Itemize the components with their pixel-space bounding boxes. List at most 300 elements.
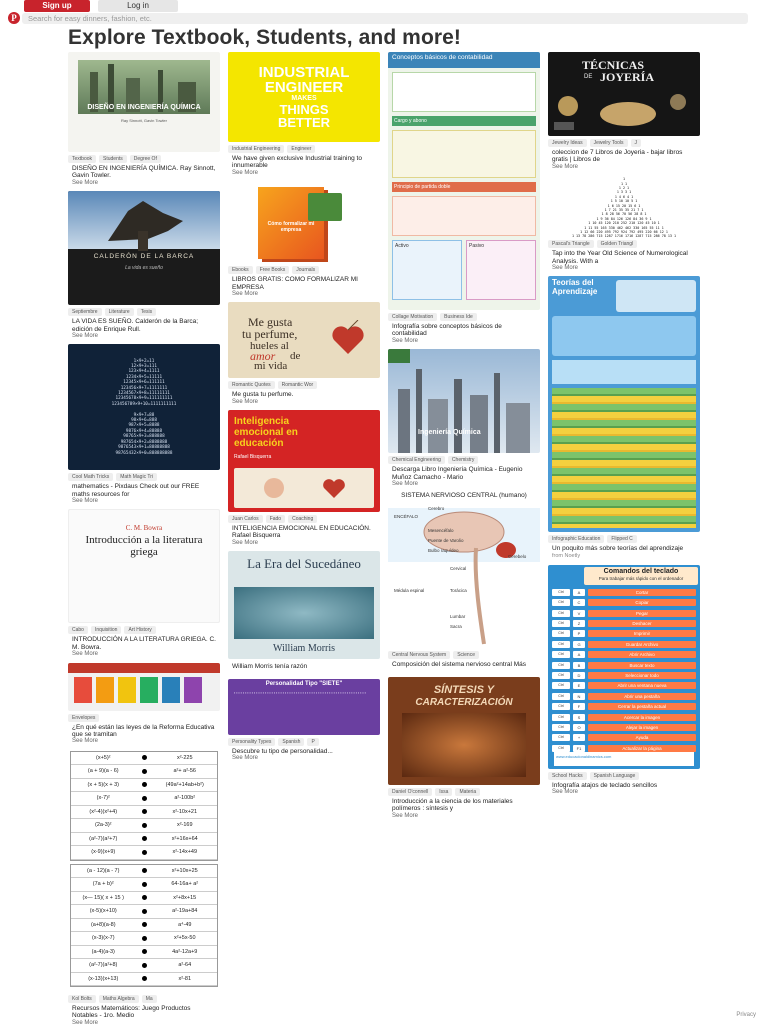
- algebra-expression: (a + 9)(a - 6): [71, 768, 136, 774]
- tag[interactable]: Romantic Wor: [278, 381, 318, 389]
- pin-card[interactable]: [68, 750, 220, 1027]
- match-dot-icon: [142, 963, 147, 968]
- tag[interactable]: Cool Math Tricks: [68, 473, 113, 481]
- tag[interactable]: Septiembre: [68, 308, 102, 316]
- key-icon: P: [573, 630, 585, 637]
- shortcut-label: Alejar la imagen: [588, 724, 696, 731]
- book-title-text: CARACTERIZACIÓN: [388, 697, 540, 708]
- diagram-heading: SISTEMA NERVIOSO CENTRAL (humano): [388, 492, 540, 500]
- pin-tags: [388, 651, 540, 659]
- key-icon: F: [573, 703, 585, 710]
- pascal-triangle-graphic: [548, 175, 700, 237]
- algebra-row: [71, 846, 217, 860]
- diagram-label: Torácica: [450, 588, 467, 593]
- see-more-link[interactable]: See More: [228, 540, 380, 547]
- see-more-link[interactable]: See More: [548, 265, 700, 272]
- signup-button[interactable]: Sign up: [24, 0, 90, 12]
- pin-tags: [228, 381, 380, 389]
- source-text[interactable]: from Noetly: [548, 553, 700, 559]
- pascal-row: 1: [548, 177, 700, 181]
- pin-image[interactable]: [548, 52, 700, 136]
- algebra-result: a²-64: [153, 962, 218, 968]
- shortcut-row: [552, 692, 696, 701]
- tag[interactable]: Flipped C: [607, 535, 636, 543]
- top-bar: [0, 0, 768, 14]
- tag[interactable]: Engineer: [287, 145, 315, 153]
- pin-tags: [388, 788, 540, 796]
- pin-card[interactable]: [548, 276, 700, 558]
- tag[interactable]: Envelopes: [68, 714, 99, 722]
- shortcut-label: Guardar Archivo: [588, 641, 696, 648]
- shortcut-label: Actualizar la página: [588, 745, 696, 752]
- tag[interactable]: Jewelry Tools: [590, 139, 628, 147]
- see-more-link[interactable]: See More: [68, 333, 220, 340]
- brain-heart-illustration: [234, 468, 374, 508]
- pin-description[interactable]: We have given exclusive Industrial training to innumerable: [228, 155, 380, 170]
- see-more-link[interactable]: See More: [228, 170, 380, 177]
- diagram-label: Mesencéfalo: [428, 528, 454, 533]
- algebra-expression: (a+8)(a-8): [71, 922, 136, 928]
- pascal-row: 1 2 1: [548, 186, 700, 190]
- quote-text: amor: [250, 350, 275, 362]
- match-dot-icon: [142, 850, 147, 855]
- see-more-link[interactable]: See More: [388, 813, 540, 820]
- pin-image[interactable]: [388, 677, 540, 785]
- shortcut-label: Abrir Archivo: [588, 651, 696, 658]
- pin-card[interactable]: [388, 677, 540, 820]
- pin-column-2: [228, 52, 380, 766]
- pin-image[interactable]: [388, 52, 540, 310]
- tag[interactable]: Journals: [292, 266, 319, 274]
- pascal-row: 1 8 28 56 70 56 28 8 1: [548, 212, 700, 216]
- shortcut-row: [552, 671, 696, 680]
- pascal-row: 1 9 36 84 126 126 84 36 9 1: [548, 217, 700, 221]
- see-more-link[interactable]: See More: [68, 498, 220, 505]
- ctrl-key-icon: Ctrl: [552, 734, 570, 741]
- shortcut-row: [552, 629, 696, 638]
- jewelry-illustration: [548, 86, 700, 136]
- section-label: Cargo y abono: [392, 116, 536, 126]
- algebra-row: [71, 892, 217, 906]
- key-icon: Z: [573, 620, 585, 627]
- tag[interactable]: Maths Algebra: [99, 995, 139, 1003]
- see-more-link[interactable]: See More: [228, 291, 380, 298]
- pin-description[interactable]: Infografía atajos de teclado sencillos: [548, 782, 700, 789]
- pin-image[interactable]: [228, 551, 380, 659]
- tag[interactable]: Literature: [105, 308, 134, 316]
- algebra-expression: (x+5)²: [71, 755, 136, 761]
- tag[interactable]: Chemistry: [448, 456, 479, 464]
- ctrl-key-icon: Ctrl: [552, 630, 570, 637]
- shortcut-label: Cortar: [588, 589, 696, 596]
- algebra-row: [71, 765, 217, 779]
- tag[interactable]: Infographic Education: [548, 535, 604, 543]
- pinterest-logo-icon[interactable]: P: [8, 12, 20, 24]
- pin-image[interactable]: [548, 565, 700, 769]
- tag[interactable]: Jewelry Ideas: [548, 139, 587, 147]
- pin-card[interactable]: [388, 349, 540, 488]
- algebra-expression: (a²-7)(a²+7): [71, 836, 136, 842]
- diagram-label: Cerebro: [428, 506, 444, 511]
- quote-text: mi vida: [254, 360, 287, 372]
- algebra-expression: (a - 12)(a - 7): [71, 868, 136, 874]
- pascal-row: 1 5 10 10 5 1: [548, 199, 700, 203]
- ctrl-key-icon: Ctrl: [552, 693, 570, 700]
- see-more-link[interactable]: See More: [228, 399, 380, 406]
- key-icon: S: [573, 714, 585, 721]
- pin-image[interactable]: [68, 663, 220, 711]
- algebra-expression: (x-5)(x+10): [71, 908, 136, 914]
- key-icon: V: [573, 610, 585, 617]
- algebra-row: [71, 946, 217, 960]
- tag[interactable]: Coaching: [288, 515, 317, 523]
- pin-description[interactable]: LIBROS GRATIS: COMO FORMALIZAR MI EMPRESA: [228, 276, 380, 291]
- pin-image[interactable]: [388, 349, 540, 453]
- pin-tags: [388, 456, 540, 464]
- shortcut-row: [552, 681, 696, 690]
- pin-description[interactable]: Infografía sobre conceptos básicos de contabilidad: [388, 323, 540, 338]
- pin-tags: [68, 155, 220, 163]
- algebra-result: 4a²-12a+9: [153, 949, 218, 955]
- key-icon: C: [573, 599, 585, 606]
- pin-description[interactable]: coleccion de 7 Libros de Joyeria - bajar libros gratis | Libros de: [548, 149, 700, 164]
- pascal-row: 1 12 66 220 495 792 924 792 495 220 66 12 1: [548, 230, 700, 234]
- footer-url: www.educacionaldinamics.com: [554, 752, 694, 766]
- tag[interactable]: Juan Carlos: [228, 515, 263, 523]
- math-pattern-graphic: 1×9+2=11 12×9+3=111 123×9+4=1111 1234×9+5=11111 12345×9+6=111111 123456×9+7=1111111 1234567×9+8=11111111 12345678×9+9=111111111 123456789×9+10=1111111111 9×9+7=88 98×9+6=888 987×9+5=8888 9876×9+4=88888 98765×9+3=888888 987654×9+2=8888888 9876543×9+1=88888888 98765432×9+0=888888888: [112, 359, 177, 456]
- tag[interactable]: J: [631, 139, 642, 147]
- algebra-row: [71, 905, 217, 919]
- tag[interactable]: P: [307, 738, 318, 746]
- pin-column-3: [388, 52, 540, 824]
- match-dot-icon: [142, 782, 147, 787]
- image-heading: ENGINEER: [265, 80, 343, 95]
- key-icon: F1: [573, 745, 585, 752]
- shortcut-row: [552, 723, 696, 732]
- shortcut-label: Abrir una pestaña: [588, 693, 696, 700]
- see-more-link[interactable]: See More: [228, 755, 380, 762]
- refinery-illustration: [68, 52, 220, 152]
- pin-description[interactable]: Descarga Libro Ingeniería Química - Eugenio Muñoz Camacho - Mario: [388, 466, 540, 481]
- match-dot-icon: [142, 909, 147, 914]
- tag[interactable]: Free Books: [256, 266, 290, 274]
- pin-description[interactable]: Me gusta tu perfume.: [228, 391, 380, 398]
- see-more-link[interactable]: See More: [548, 789, 700, 796]
- pin-card[interactable]: [68, 52, 220, 187]
- match-dot-icon: [142, 895, 147, 900]
- pin-description[interactable]: ¿En qué están las leyes de la Reforma Educativa que se tramitan: [68, 724, 220, 739]
- tag[interactable]: Industrial Engineering: [228, 145, 284, 153]
- ctrl-key-icon: Ctrl: [552, 641, 570, 648]
- match-dot-icon: [142, 936, 147, 941]
- see-more-link[interactable]: See More: [548, 164, 700, 171]
- shortcut-row: [552, 712, 696, 721]
- search-input[interactable]: [22, 13, 748, 24]
- algebra-expression: (x-3)(x-7): [71, 935, 136, 941]
- algebra-row: [71, 806, 217, 820]
- reform-infographic-graphic: [68, 663, 220, 711]
- pin-image[interactable]: [548, 175, 700, 237]
- tag[interactable]: Art History: [124, 626, 155, 634]
- shortcut-label: Deshacer: [588, 620, 696, 627]
- pin-description[interactable]: Tap into the Year Old Science of Numerological Analysis. With a: [548, 250, 700, 265]
- quote-text: Me gusta: [248, 316, 292, 328]
- shortcut-label: Seleccionar todo: [588, 672, 696, 679]
- pin-card[interactable]: [388, 492, 540, 668]
- shortcut-label: Ayuda: [588, 734, 696, 741]
- pin-description[interactable]: Recursos Matemáticos: Juego Productos Notables - 1ro. Medio: [68, 1005, 220, 1020]
- match-dot-icon: [142, 755, 147, 760]
- algebra-expression: (x-9)(x+9): [71, 849, 136, 855]
- pin-image[interactable]: [228, 302, 380, 378]
- algebra-expression: (7a + b)²: [71, 881, 136, 887]
- pin-description[interactable]: Composición del sistema nervioso central Más: [388, 661, 540, 668]
- algebra-result: (49a²+14ab+b²): [153, 782, 218, 788]
- pascal-row: 1 13 78 286 715 1287 1716 1716 1287 715 286 78 13 1: [548, 234, 700, 237]
- pascal-row: 1 7 21 35 35 21 7 1: [548, 208, 700, 212]
- tag[interactable]: Tesis: [137, 308, 156, 316]
- pin-description[interactable]: LA VIDA ES SUEÑO. Calderón de la Barca; edición de Enrique Rull.: [68, 318, 220, 333]
- quote-text: de: [290, 350, 300, 362]
- pin-card[interactable]: [228, 551, 380, 670]
- shortcut-label: Pegar: [588, 610, 696, 617]
- algebra-result: x²+5x-50: [153, 935, 218, 941]
- ctrl-key-icon: Ctrl: [552, 745, 570, 752]
- pin-card[interactable]: [228, 302, 380, 406]
- tag[interactable]: Golden Triangl: [597, 240, 638, 248]
- pin-card[interactable]: [548, 565, 700, 797]
- tag[interactable]: Degree Of: [130, 155, 161, 163]
- pin-card[interactable]: [228, 181, 380, 298]
- tag[interactable]: Kol Bolts: [68, 995, 96, 1003]
- pin-card[interactable]: [228, 679, 380, 763]
- pin-card[interactable]: [68, 663, 220, 746]
- pin-card[interactable]: [228, 52, 380, 177]
- algebra-expression: (x + 5)(x + 3): [71, 782, 136, 788]
- diagram-label: Sacra: [450, 624, 462, 629]
- pin-image[interactable]: [228, 52, 380, 142]
- tag[interactable]: Science: [453, 651, 479, 659]
- shortcut-label: Copiar: [588, 599, 696, 606]
- tag[interactable]: Collage Motivation: [388, 313, 437, 321]
- algebra-row: [71, 779, 217, 793]
- pin-tags: [228, 266, 380, 274]
- match-dot-icon: [142, 823, 147, 828]
- keyboard-shortcut-list: [548, 585, 700, 753]
- tag[interactable]: Personality Types: [228, 738, 275, 746]
- match-dot-icon: [142, 796, 147, 801]
- pin-image[interactable]: [68, 344, 220, 470]
- pin-image[interactable]: [228, 679, 380, 735]
- pin-image[interactable]: [388, 492, 540, 648]
- pin-description[interactable]: Descubre tu tipo de personalidad...: [228, 748, 380, 755]
- pascal-row: 1 3 3 1: [548, 190, 700, 194]
- image-heading: Conceptos básicos de contabilidad: [388, 52, 540, 68]
- image-heading: BETTER: [278, 116, 330, 129]
- pin-image[interactable]: [68, 191, 220, 305]
- algebra-row: [71, 792, 217, 806]
- pin-card[interactable]: [388, 52, 540, 345]
- key-icon: A: [573, 651, 585, 658]
- key-icon: A: [573, 589, 585, 596]
- diagram-label: ENCÉFALO: [394, 514, 418, 519]
- pin-card[interactable]: [228, 410, 380, 547]
- algebra-result: a²-100b²: [153, 795, 218, 801]
- tag[interactable]: Fado: [266, 515, 285, 523]
- book-subtitle-text: La vida es sueño: [68, 265, 220, 271]
- shortcut-label: Cerrar la pestaña actual: [588, 703, 696, 710]
- match-dot-icon: [142, 868, 147, 873]
- tag[interactable]: School Hacks: [548, 772, 587, 780]
- texture-graphic: [402, 713, 526, 777]
- pin-tags: [68, 626, 220, 634]
- shortcut-row: [552, 598, 696, 607]
- pin-image[interactable]: [228, 181, 380, 263]
- algebra-result: x²-81: [153, 976, 218, 982]
- pin-description[interactable]: William Morris tenía razón: [228, 663, 380, 670]
- diagram-label: Cerebelo: [508, 554, 526, 559]
- pattern-graphic: [234, 587, 374, 639]
- algebra-result: a²-19a+84: [153, 908, 218, 914]
- match-dot-icon: [142, 769, 147, 774]
- shortcut-row: [552, 660, 696, 669]
- section-label: Pasivo: [466, 240, 536, 300]
- pin-image[interactable]: [68, 750, 220, 992]
- algebra-result: a⁴-49: [153, 922, 218, 928]
- pin-description[interactable]: Introducción a la ciencia de los materiales polímeros : síntesis y: [388, 798, 540, 813]
- pin-card[interactable]: [548, 52, 700, 171]
- tag[interactable]: Pascal's Triangle: [548, 240, 594, 248]
- pin-card[interactable]: [68, 509, 220, 658]
- tag[interactable]: Textbook: [68, 155, 96, 163]
- algebra-result: x²-169: [153, 822, 218, 828]
- tag[interactable]: Chemical Engineering: [388, 456, 445, 464]
- see-more-link[interactable]: See More: [68, 738, 220, 745]
- ctrl-key-icon: Ctrl: [552, 714, 570, 721]
- book-title-text: Ingeniería Química: [418, 429, 481, 436]
- pin-card[interactable]: [68, 344, 220, 505]
- see-more-link[interactable]: See More: [68, 651, 220, 658]
- shortcut-label: Buscar texto: [588, 662, 696, 669]
- see-more-link[interactable]: See More: [388, 338, 540, 345]
- pin-column-1: [68, 52, 220, 1031]
- pin-tags: [228, 515, 380, 523]
- pin-image[interactable]: [68, 509, 220, 623]
- nervous-system-diagram: [388, 508, 540, 648]
- algebra-expression: (x— 15)( x + 15 ): [71, 895, 136, 901]
- pin-description[interactable]: mathematics - Pixdaus Check out our FREE maths resources for: [68, 483, 220, 498]
- ctrl-key-icon: Ctrl: [552, 599, 570, 606]
- pin-description[interactable]: INTELIGENCIA EMOCIONAL EN EDUCACIÓN. Rafael Bisquerra: [228, 525, 380, 540]
- tag[interactable]: Central Nervous System: [388, 651, 450, 659]
- book-title-text: JOYERÍA: [600, 70, 654, 85]
- pin-image[interactable]: [548, 276, 700, 532]
- tag[interactable]: Spanish: [278, 738, 304, 746]
- see-more-link[interactable]: See More: [68, 1020, 220, 1027]
- tag[interactable]: Issa: [435, 788, 452, 796]
- book-author-text: Rafael Bisquerra: [234, 454, 334, 460]
- pin-description[interactable]: Un poquito más sobre teorías del aprendizaje: [548, 545, 700, 552]
- tag[interactable]: Daniel O'connell: [388, 788, 432, 796]
- pin-tags: [548, 772, 700, 780]
- algebra-expression: (a²-7)(a²+8): [71, 962, 136, 968]
- pin-tags: [548, 535, 700, 543]
- key-icon: G: [573, 641, 585, 648]
- algebra-expression: (x²-4)(x²+4): [71, 809, 136, 815]
- algebra-expression: (2a-3)²: [71, 822, 136, 828]
- quote-text: tu perfume,: [242, 328, 297, 340]
- pin-image[interactable]: [68, 52, 220, 152]
- algebra-row: [71, 959, 217, 973]
- see-more-link[interactable]: See More: [68, 180, 220, 187]
- tag[interactable]: Materia: [455, 788, 480, 796]
- pascal-row: 1 1: [548, 182, 700, 186]
- shortcut-row: [552, 702, 696, 711]
- tag[interactable]: Math Magic Tri: [116, 473, 157, 481]
- see-more-link[interactable]: See More: [388, 481, 540, 488]
- key-icon: E: [573, 682, 585, 689]
- key-icon: O: [573, 724, 585, 731]
- image-heading: MAKES: [291, 95, 316, 103]
- ctrl-key-icon: Ctrl: [552, 589, 570, 596]
- login-button[interactable]: Log in: [98, 0, 178, 12]
- pascal-row: 1 11 55 165 330 462 462 330 165 55 11 1: [548, 226, 700, 230]
- tag[interactable]: Business Ide: [440, 313, 477, 321]
- shortcut-label: Imprimir: [588, 630, 696, 637]
- shortcut-label: Abrir una ventana nueva: [588, 682, 696, 689]
- pin-tags: [228, 145, 380, 153]
- pin-image[interactable]: [228, 410, 380, 512]
- diagram-label: Lumbar: [450, 614, 465, 619]
- book-title-text: La Era del Sucedáneo: [228, 557, 380, 570]
- shortcut-row: [552, 640, 696, 649]
- shortcut-row: [552, 733, 696, 742]
- pin-column-4: [548, 52, 700, 800]
- pin-card[interactable]: [548, 175, 700, 272]
- ctrl-key-icon: Ctrl: [552, 672, 570, 679]
- tag[interactable]: Romantic Quotes: [228, 381, 275, 389]
- tag[interactable]: Spanish Language: [590, 772, 640, 780]
- pascal-row: 1 10 45 120 210 252 210 120 45 10 1: [548, 221, 700, 225]
- pin-description[interactable]: INTRODUCCIÓN A LA LITERATURA GRIEGA. C. M. Bowra.: [68, 636, 220, 651]
- book-author-text: William Morris: [228, 643, 380, 654]
- ctrl-key-icon: Ctrl: [552, 724, 570, 731]
- shortcut-row: [552, 619, 696, 628]
- diagram-label: Bulbo raquídeo: [428, 548, 459, 553]
- tag[interactable]: Students: [99, 155, 127, 163]
- pin-card[interactable]: [68, 191, 220, 340]
- pascal-row: 1 4 6 4 1: [548, 195, 700, 199]
- pin-tags: [68, 473, 220, 481]
- book-title-text: Cómo formalizar mi empresa: [262, 221, 320, 233]
- tag[interactable]: Inquisition: [91, 626, 122, 634]
- book-title-text: DE: [584, 74, 592, 80]
- key-icon: N: [573, 693, 585, 700]
- privacy-link[interactable]: Privacy: [736, 1012, 756, 1018]
- algebra-matching-table: [68, 751, 220, 988]
- tag[interactable]: Ebooks: [228, 266, 253, 274]
- pin-tags: [548, 240, 700, 248]
- pin-description[interactable]: DISEÑO EN INGENIERÍA QUÍMICA. Ray Sinnott, Gavin Towler.: [68, 165, 220, 180]
- tag[interactable]: Cabo: [68, 626, 88, 634]
- algebra-result: 64-16a+ a²: [153, 881, 218, 887]
- shortcut-row: [552, 609, 696, 618]
- image-subheading: Para trabajar más rápido con el ordenador: [584, 576, 698, 581]
- tag[interactable]: Ma: [142, 995, 157, 1003]
- shortcut-row: [552, 650, 696, 659]
- match-dot-icon: [142, 882, 147, 887]
- ctrl-key-icon: Ctrl: [552, 620, 570, 627]
